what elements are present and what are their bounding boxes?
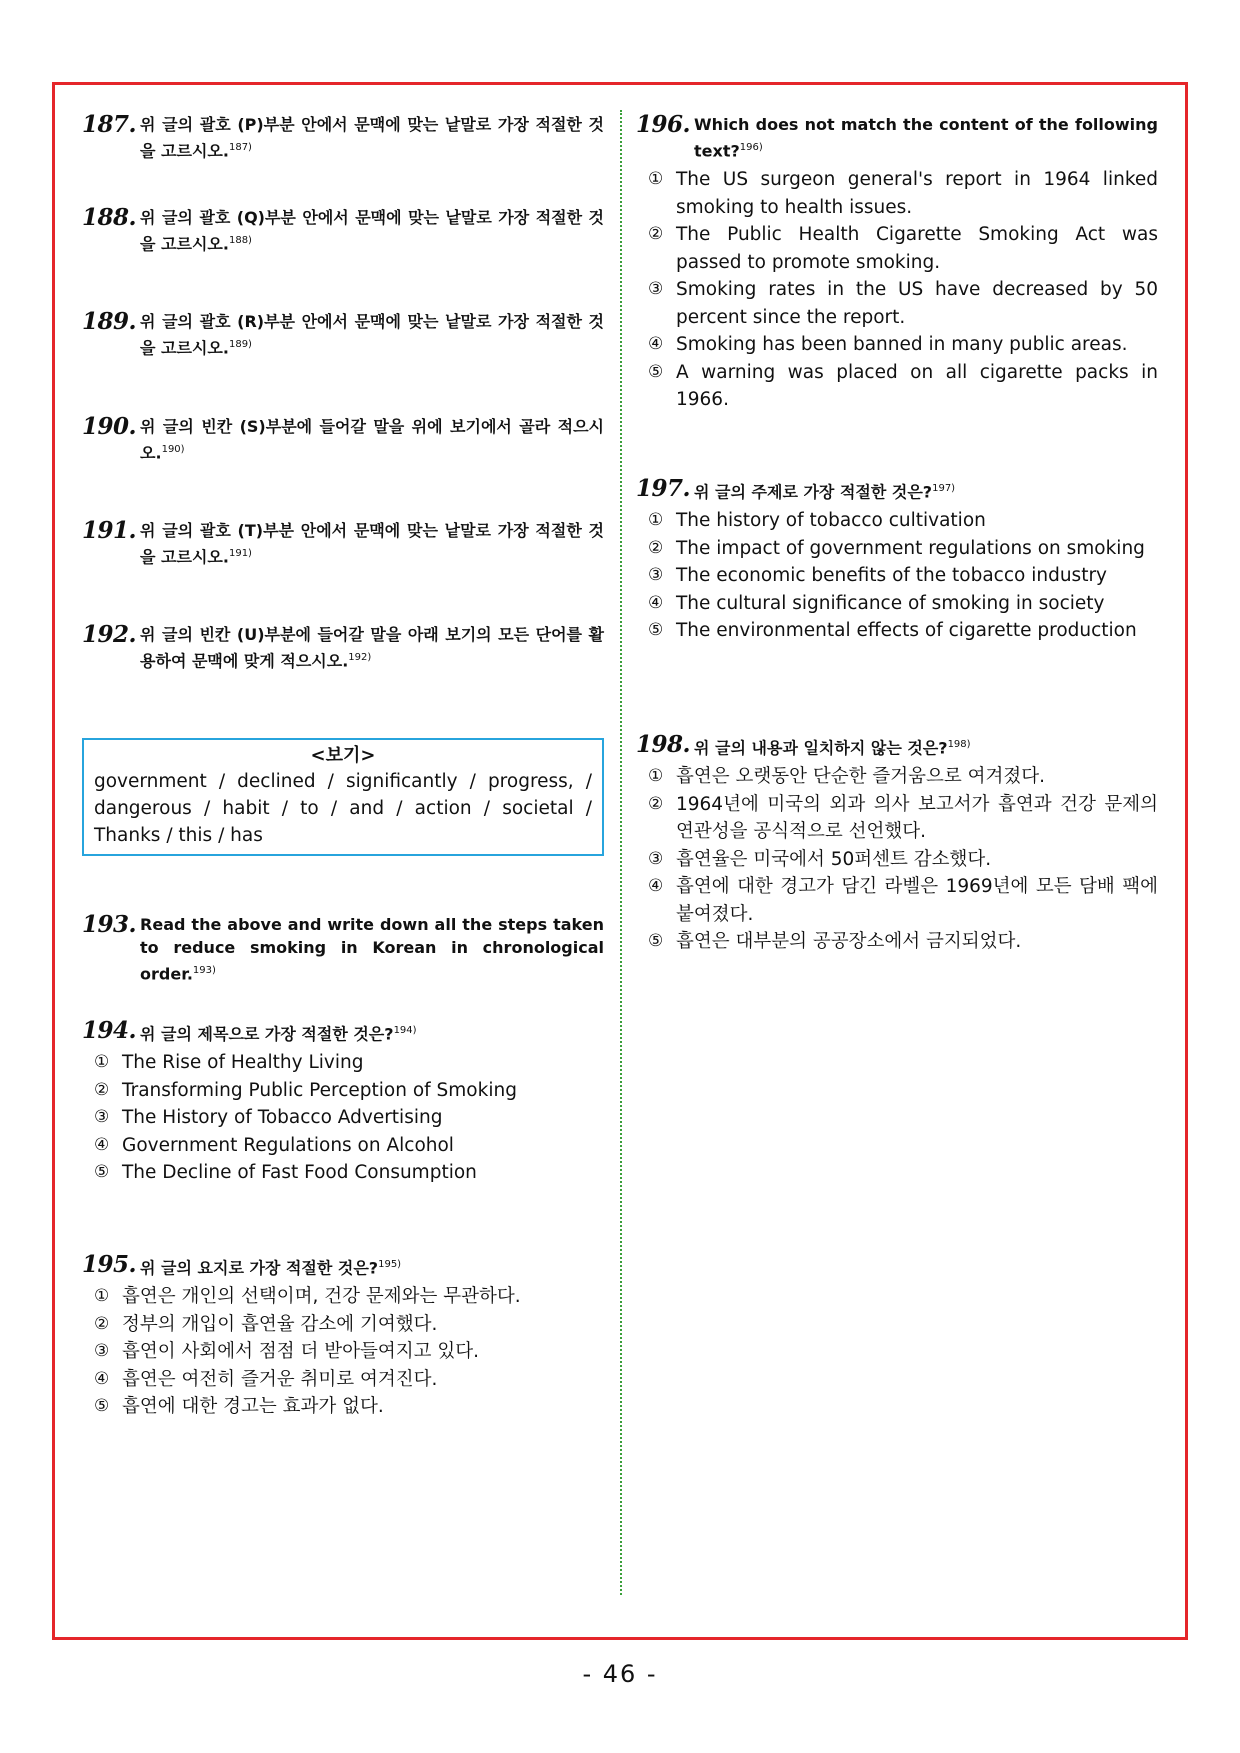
question-number: 195. bbox=[82, 1251, 137, 1278]
choice-text: 흡연은 오랫동안 단순한 즐거움으로 여겨졌다. bbox=[676, 766, 1045, 788]
choice-marker: ④ bbox=[648, 876, 664, 897]
answer-choice[interactable] bbox=[648, 590, 1158, 618]
question-195 bbox=[82, 1252, 604, 1421]
question-196 bbox=[636, 112, 1158, 414]
choice-marker: ② bbox=[648, 793, 664, 814]
choice-text: 흡연이 사회에서 점점 더 받아들여지고 있다. bbox=[122, 1341, 479, 1363]
choice-marker: ① bbox=[648, 510, 664, 531]
question-number: 192. bbox=[82, 621, 137, 648]
choice-marker: ③ bbox=[94, 1341, 110, 1362]
choice-text: The Decline of Fast Food Consumption bbox=[122, 1162, 477, 1184]
footnote-ref: 190) bbox=[161, 444, 185, 455]
choice-marker: ① bbox=[648, 169, 664, 190]
answer-choices bbox=[636, 763, 1158, 956]
choice-text: The impact of government regulations on smoking bbox=[676, 537, 1145, 559]
question-text: 위 글의 내용과 일치하지 않는 것은?$^{198)}$ bbox=[694, 738, 971, 758]
bogi-word-list: government / declined / significantly / progress, / dangerous / habit / to / and / action / societal / Thanks / this / has bbox=[94, 771, 592, 846]
answer-choice[interactable] bbox=[648, 617, 1158, 645]
choice-text: 1964년에 미국의 외과 의사 보고서가 흡연과 건강 문제의 연관성을 공식적으로 선언했다. bbox=[676, 793, 1158, 843]
choice-marker: ② bbox=[648, 224, 664, 245]
choice-text: 흡연에 대한 경고는 효과가 없다. bbox=[122, 1396, 384, 1418]
choice-text: The Rise of Healthy Living bbox=[122, 1052, 364, 1074]
choice-text: The Public Health Cigarette Smoking Act was passed to promote smoking. bbox=[676, 224, 1158, 273]
question-number: 189. bbox=[82, 308, 137, 335]
choice-marker: ⑤ bbox=[648, 620, 664, 641]
answer-choice[interactable] bbox=[648, 359, 1158, 414]
question-text: 위 글의 괄호 (P)부분 안에서 문맥에 맞는 낱말로 가장 적절한 것을 고르시오.$^{187)}$ bbox=[140, 115, 604, 161]
footnote-ref: 194) bbox=[393, 1025, 417, 1036]
choice-marker: ④ bbox=[648, 592, 664, 613]
choice-marker: ⑤ bbox=[648, 931, 664, 952]
choice-marker: ① bbox=[94, 1286, 110, 1307]
answer-choice[interactable] bbox=[94, 1311, 604, 1339]
question-number: 193. bbox=[82, 911, 137, 938]
answer-choice[interactable] bbox=[648, 928, 1158, 956]
bogi-box bbox=[82, 738, 604, 856]
answer-choice[interactable] bbox=[94, 1077, 604, 1105]
footnote-ref: 193) bbox=[192, 965, 216, 976]
answer-choice[interactable] bbox=[648, 791, 1158, 846]
choice-text: Smoking rates in the US have decreased by 50 percent since the report. bbox=[676, 279, 1158, 328]
question-194 bbox=[82, 1018, 604, 1187]
answer-choice[interactable] bbox=[648, 221, 1158, 276]
question-text: 위 글의 빈칸 (U)부분에 들어갈 말을 아래 보기의 모든 단어를 활용하여 문맥에 맞게 적으시오.$^{192)}$ bbox=[140, 625, 604, 671]
column-divider bbox=[620, 110, 622, 1595]
question-number: 194. bbox=[82, 1017, 137, 1044]
choice-marker: ④ bbox=[94, 1134, 110, 1155]
page-number: - 46 - bbox=[582, 1660, 658, 1688]
bogi-title: <보기> bbox=[310, 745, 376, 766]
question-189 bbox=[82, 309, 604, 359]
answer-choice[interactable] bbox=[94, 1366, 604, 1394]
answer-choices bbox=[82, 1049, 604, 1187]
answer-choice[interactable] bbox=[94, 1132, 604, 1160]
choice-marker: ① bbox=[648, 766, 664, 787]
answer-choice[interactable] bbox=[94, 1338, 604, 1366]
question-number: 197. bbox=[636, 475, 691, 502]
question-192 bbox=[82, 622, 604, 672]
question-number: 198. bbox=[636, 731, 691, 758]
choice-marker: ③ bbox=[648, 848, 664, 869]
choice-text: Transforming Public Perception of Smoking bbox=[122, 1079, 517, 1101]
question-198 bbox=[636, 732, 1158, 956]
question-number: 187. bbox=[82, 111, 137, 138]
answer-choices bbox=[636, 166, 1158, 414]
answer-choice[interactable] bbox=[94, 1393, 604, 1421]
choice-marker: ⑤ bbox=[94, 1162, 110, 1183]
question-190 bbox=[82, 414, 604, 464]
choice-marker: ④ bbox=[648, 334, 664, 355]
question-187 bbox=[82, 112, 604, 162]
choice-text: 흡연율은 미국에서 50퍼센트 감소했다. bbox=[676, 848, 992, 870]
answer-choice[interactable] bbox=[648, 873, 1158, 928]
answer-choice[interactable] bbox=[94, 1049, 604, 1077]
answer-choice[interactable] bbox=[648, 331, 1158, 359]
choice-text: 흡연은 여전히 즐거운 취미로 여겨진다. bbox=[122, 1368, 438, 1390]
question-text: 위 글의 괄호 (R)부분 안에서 문맥에 맞는 낱말로 가장 적절한 것을 고르시오.$^{189)}$ bbox=[140, 312, 604, 358]
choice-text: The environmental effects of cigarette production bbox=[676, 620, 1137, 642]
answer-choice[interactable] bbox=[648, 763, 1158, 791]
choice-marker: ⑤ bbox=[648, 361, 664, 382]
question-text: 위 글의 요지로 가장 적절한 것은?$^{195)}$ bbox=[140, 1258, 402, 1278]
question-text: Read the above and write down all the steps taken to reduce smoking in Korean in chronological order.$^{193)}$ bbox=[140, 915, 604, 984]
answer-choice[interactable] bbox=[648, 846, 1158, 874]
answer-choice[interactable] bbox=[648, 507, 1158, 535]
footnote-ref: 187) bbox=[228, 142, 252, 153]
choice-text: The cultural significance of smoking in society bbox=[676, 592, 1105, 614]
choice-marker: ⑤ bbox=[94, 1396, 110, 1417]
choice-text: Smoking has been banned in many public areas. bbox=[676, 334, 1128, 356]
choice-text: The History of Tobacco Advertising bbox=[122, 1107, 443, 1129]
question-number: 191. bbox=[82, 517, 137, 544]
question-191 bbox=[82, 518, 604, 568]
choice-text: A warning was placed on all cigarette packs in 1966. bbox=[676, 361, 1158, 411]
question-number: 196. bbox=[636, 111, 691, 138]
choice-marker: ① bbox=[94, 1052, 110, 1073]
choice-text: 흡연은 대부분의 공공장소에서 금지되었다. bbox=[676, 931, 1022, 953]
choice-text: The history of tobacco cultivation bbox=[676, 510, 986, 532]
footnote-ref: 197) bbox=[932, 483, 956, 494]
choice-text: 흡연은 개인의 선택이며, 건강 문제와는 무관하다. bbox=[122, 1286, 521, 1308]
question-188 bbox=[82, 205, 604, 255]
footnote-ref: 198) bbox=[947, 739, 971, 750]
choice-text: The US surgeon general's report in 1964 linked smoking to health issues. bbox=[676, 169, 1158, 218]
answer-choice[interactable] bbox=[94, 1104, 604, 1132]
choice-text: 정부의 개입이 흡연율 감소에 기여했다. bbox=[122, 1313, 438, 1335]
choice-marker: ③ bbox=[94, 1107, 110, 1128]
answer-choices bbox=[636, 507, 1158, 645]
question-197 bbox=[636, 476, 1158, 645]
choice-text: 흡연에 대한 경고가 담긴 라벨은 1969년에 모든 담배 팩에 붙여졌다. bbox=[676, 876, 1158, 925]
answer-choice[interactable] bbox=[648, 166, 1158, 221]
choice-marker: ③ bbox=[648, 279, 664, 300]
footnote-ref: 195) bbox=[378, 1259, 402, 1270]
answer-choices bbox=[82, 1283, 604, 1421]
question-number: 188. bbox=[82, 204, 137, 231]
choice-marker: ③ bbox=[648, 565, 664, 586]
choice-marker: ② bbox=[648, 537, 664, 558]
question-text: 위 글의 제목으로 가장 적절한 것은?$^{194)}$ bbox=[140, 1024, 417, 1044]
footnote-ref: 188) bbox=[228, 235, 252, 246]
choice-marker: ④ bbox=[94, 1368, 110, 1389]
question-number: 190. bbox=[82, 413, 137, 440]
footnote-ref: 192) bbox=[348, 652, 372, 663]
choice-text: The economic benefits of the tobacco industry bbox=[676, 565, 1108, 587]
answer-choice[interactable] bbox=[648, 276, 1158, 331]
footnote-ref: 189) bbox=[228, 339, 252, 350]
question-text: 위 글의 괄호 (T)부분 안에서 문맥에 맞는 낱말로 가장 적절한 것을 고르시오.$^{191)}$ bbox=[140, 521, 604, 567]
answer-choice[interactable] bbox=[648, 535, 1158, 563]
question-193 bbox=[82, 912, 604, 985]
question-text: 위 글의 괄호 (Q)부분 안에서 문맥에 맞는 낱말로 가장 적절한 것을 고르시오.$^{188)}$ bbox=[140, 208, 604, 254]
answer-choice[interactable] bbox=[94, 1283, 604, 1311]
question-text: 위 글의 주제로 가장 적절한 것은?$^{197)}$ bbox=[694, 482, 956, 502]
choice-marker: ② bbox=[94, 1313, 110, 1334]
answer-choice[interactable] bbox=[648, 562, 1158, 590]
footnote-ref: 191) bbox=[228, 548, 252, 559]
footnote-ref: 196) bbox=[739, 142, 763, 153]
choice-marker: ② bbox=[94, 1079, 110, 1100]
question-text: 위 글의 빈칸 (S)부분에 들어갈 말을 위에 보기에서 골라 적으시오.$^{190)}$ bbox=[140, 417, 604, 463]
choice-text: Government Regulations on Alcohol bbox=[122, 1134, 454, 1156]
answer-choice[interactable] bbox=[94, 1159, 604, 1187]
question-text: Which does not match the content of the following text?$^{196)}$ bbox=[694, 115, 1158, 161]
